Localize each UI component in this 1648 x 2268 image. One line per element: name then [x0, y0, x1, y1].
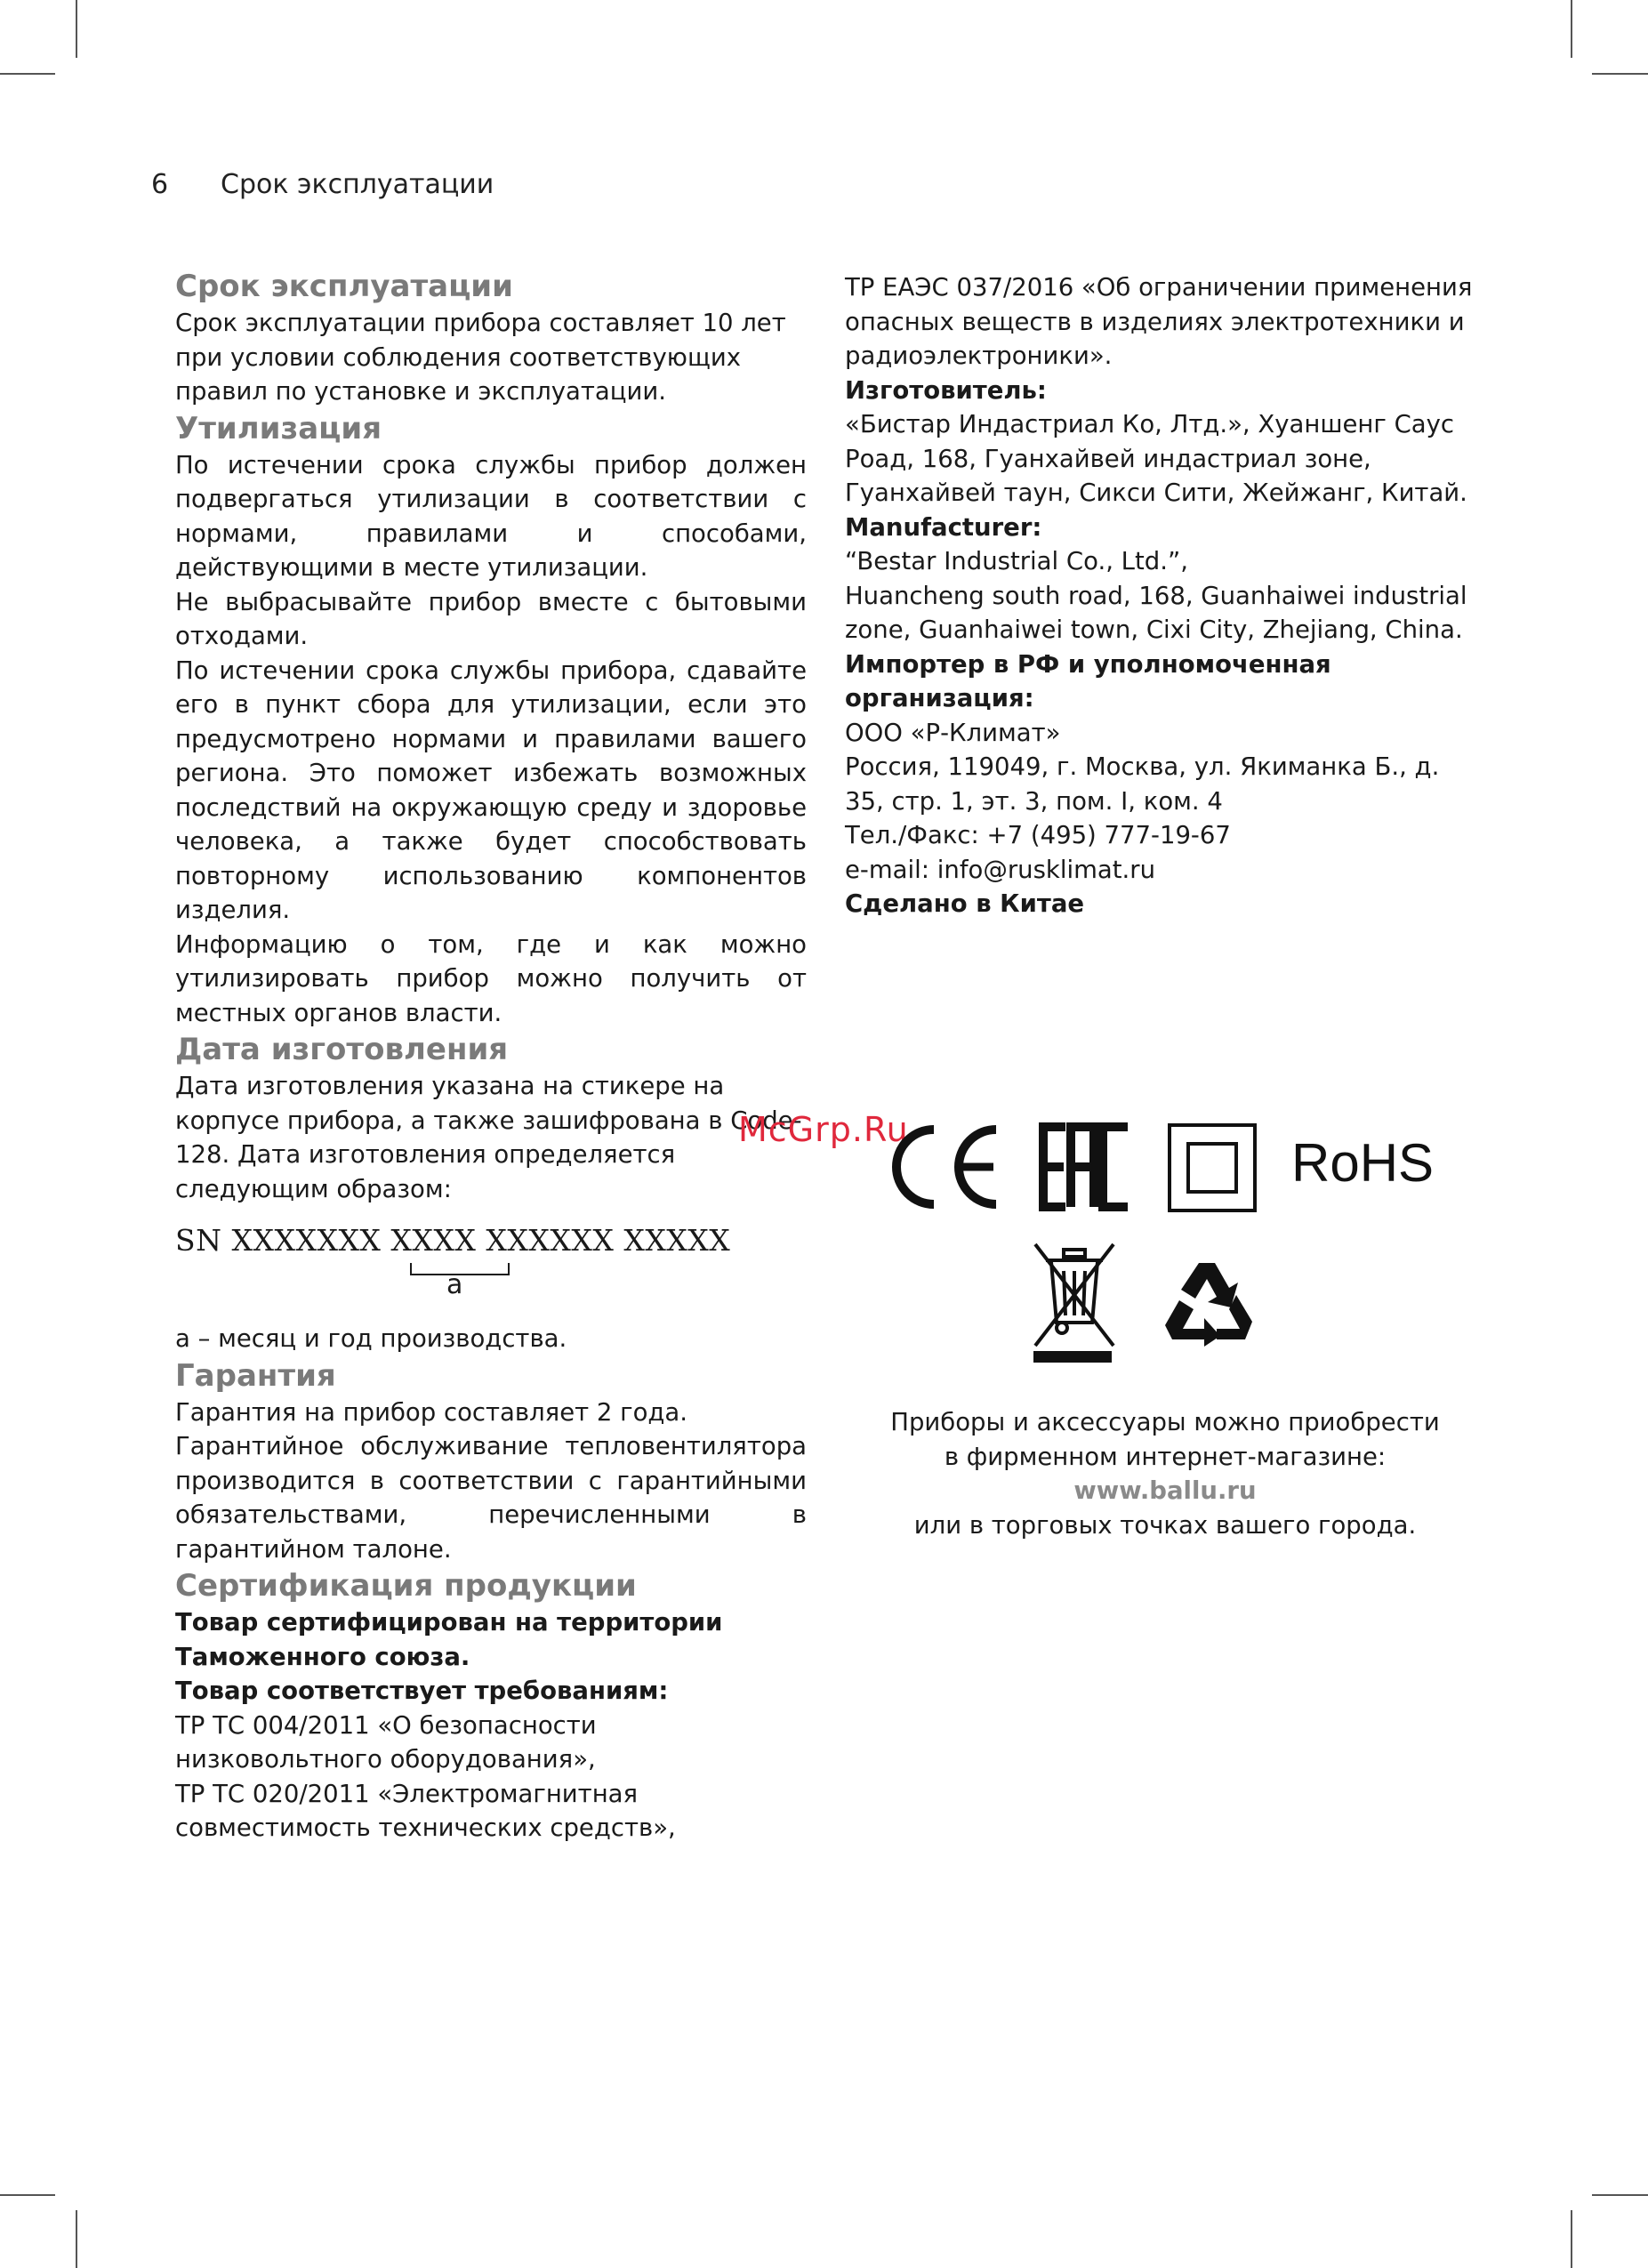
made-in-label: Сделано в Китае — [845, 889, 1085, 918]
disposal-paragraph: Не выбрасывайте прибор вместе с бытовыми отходами. — [175, 587, 807, 650]
serial-number-code: SN XXXXXXX XXXX XXXXXX XXXXX — [175, 1223, 731, 1258]
manufacture-date-heading: Дата изготовления — [175, 1032, 509, 1067]
disposal-paragraph: Информацию о том, где и как можно утилизировать прибор можно получить от местных органов власти. — [175, 929, 807, 1027]
double-insulation-icon — [1167, 1122, 1258, 1213]
crop-mark — [1592, 2194, 1648, 2196]
crop-mark — [1571, 0, 1572, 58]
svg-text:RoHS: RoHS — [1291, 1133, 1435, 1193]
disposal-heading: Утилизация — [175, 410, 382, 446]
crop-mark — [1592, 73, 1648, 75]
certification-statement: Товар сертифицирован на территории — [175, 1608, 723, 1637]
importer-phone: Тел./Факс: +7 (495) 777-19-67 — [845, 821, 1231, 849]
header-section-title: Срок эксплуатации — [221, 169, 494, 200]
certification-statement: Таможенного союза. — [175, 1642, 470, 1671]
right-column — [845, 270, 1485, 921]
importer-name: ООО «Р-Климат» — [845, 718, 1061, 747]
importer-address: Россия, 119049, г. Москва, ул. Якиманка Б., д. 35, стр. 1, эт. 3, пом. I, ком. 4 — [845, 752, 1440, 816]
shop-line: Приборы и аксессуары можно приобрести — [890, 1408, 1440, 1436]
crop-mark — [0, 2194, 55, 2196]
manufacturer-en-name: “Bestar Industrial Co., Ltd.”, — [845, 547, 1188, 575]
shop-line: в фирменном интернет-магазине: — [944, 1442, 1387, 1471]
watermark: McGrp.Ru — [738, 1110, 909, 1149]
manufacture-date-legend: a – месяц и год производства. — [175, 1324, 567, 1353]
serial-number-marker: a — [446, 1269, 463, 1300]
importer-label: Импортер в РФ и уполномоченная организация: — [845, 649, 1331, 712]
page-number: 6 — [151, 169, 169, 200]
crop-mark — [0, 73, 55, 75]
weee-crossed-bin-icon — [1030, 1241, 1119, 1365]
crop-mark — [76, 2210, 77, 2268]
shop-info — [845, 1405, 1485, 1542]
ce-mark-icon — [885, 1122, 1005, 1211]
warranty-text: Гарантийное обслуживание тепловентилятора производится в соответствии с гарантийными обязательствами, перечисленными в гарантийном талоне. — [175, 1432, 807, 1564]
manufacturer-ru-text: «Бистар Индастриал Ко, Лтд.», Хуаншенг Саус Роад, 168, Гуанхайвей индастриал зоне, Гуанхайвей таун, Сикси Сити, Жейжанг, Китай. — [845, 410, 1467, 507]
regulation-item: ТР ТС 004/2011 «О безопасности низковольтного оборудования», — [175, 1710, 597, 1773]
crop-mark — [76, 0, 77, 58]
service-life-text: Срок эксплуатации прибора составляет 10 лет при условии соблюдения соответствующих правил по установке и эксплуатации. — [175, 309, 786, 406]
left-column — [175, 267, 807, 1846]
recycling-icon — [1163, 1256, 1259, 1349]
manufacture-date-text: Дата изготовления указана на стикере на корпусе прибора, а также зашифрована в Code-128. Дата изготовления определяется следующим образом: — [175, 1072, 802, 1203]
eac-mark-icon — [1039, 1122, 1132, 1211]
manufacturer-ru-label: Изготовитель: — [845, 375, 1047, 405]
disposal-paragraph: По истечении срока службы прибор должен подвергаться утилизации в соответствии с нормами, правилами и способами, действующими в месте утилизации. — [175, 450, 807, 582]
compliance-label: Товар соответствует требованиям: — [175, 1677, 669, 1705]
service-life-heading: Срок эксплуатации — [175, 269, 513, 304]
regulation-item: ТР ТС 020/2011 «Электромагнитная совместимость технических средств», — [175, 1779, 676, 1842]
shop-line: или в торговых точках вашего города. — [913, 1510, 1417, 1540]
regulation-item: ТР ЕАЭС 037/2016 «Об ограничении применения опасных веществ в изделиях электротехники и радиоэлектроники». — [845, 273, 1473, 370]
page-header — [151, 169, 494, 200]
shop-website-link[interactable]: www.ballu.ru — [1073, 1476, 1257, 1505]
crop-mark — [1571, 2210, 1572, 2268]
rohs-mark-icon — [1290, 1130, 1450, 1201]
importer-email: e-mail: info@rusklimat.ru — [845, 855, 1156, 884]
certification-heading: Сертификация продукции — [175, 1568, 637, 1604]
disposal-paragraph: По истечении срока службы прибора, сдавайте его в пункт сбора для утилизации, если это предусмотрено нормами и правилами вашего региона. Это поможет избежать возможных последствий на окружающую среду и здоровье человека, а также будет способствовать повторному использованию компонентов изделия. — [175, 655, 807, 924]
warranty-text: Гарантия на прибор составляет 2 года. — [175, 1397, 688, 1427]
manufacturer-en-address: Huancheng south road, 168, Guanhaiwei industrial zone, Guanhaiwei town, Cixi City, Zhejiang, China. — [845, 581, 1467, 644]
warranty-heading: Гарантия — [175, 1357, 336, 1394]
manufacturer-en-label: Manufacturer: — [845, 512, 1042, 542]
serial-number-diagram — [175, 1224, 807, 1322]
